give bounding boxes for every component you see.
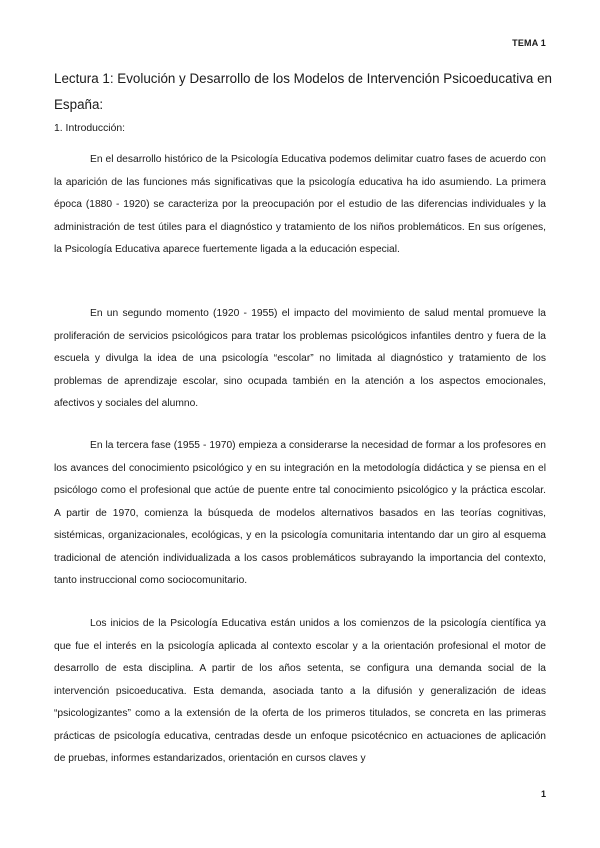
paragraph-2: En un segundo momento (1920 - 1955) el impacto del movimiento de salud mental promueve la proliferación de servicios psicológicos para tratar los problemas psicológicos infantiles dentro y fuera de la escuela y divulga la idea de una psicología “escolar” no limitada al diagnóstico y tratamiento de los problemas de aprendizaje escolar, sino ocupada también en la atención a los aspectos emocionales, afectivos y sociales del alumno. (54, 308, 546, 409)
paragraph-4: Los inicios de la Psicología Educativa están unidos a los comienzos de la psicología científica ya que fue el interés en la psicología aplicada al contexto escolar y a la orientación profesional el motor de desarrollo de esta disciplina. A partir de los años setenta, se configura una demanda social de la intervención psicoeducativa. Esta demanda, asociada tanto a la difusión y generalización de ideas “psicologizantes” como a la extensión de la oferta de los primeros titulados, se concreta en las primeras prácticas de psicología educativa, centradas desde un enfoque psicotécnico en actuaciones de aplicación de pruebas, informes estandarizados, orientación en cursos claves y (54, 618, 546, 764)
paragraph-1: En el desarrollo histórico de la Psicología Educativa podemos delimitar cuatro fases de acuerdo con la aparición de las funciones más significativas que la psicología educativa ha ido asumiendo. La primera época (1880 - 1920) se caracteriza por la preocupación por el estudio de las diferencias individuales y la administración de test útiles para el diagnóstico y tratamiento de los niños problemáticos. En sus orígenes, la Psicología Educativa aparece fuertemente ligada a la educación especial. (54, 154, 546, 255)
section-heading: 1. Introducción: (54, 123, 126, 134)
page-title: Lectura 1: Evolución y Desarrollo de los Modelos de Intervención Psicoeducativa en España: (54, 71, 552, 112)
page-number: 1 (540, 789, 546, 799)
header-tema: TEMA 1 (512, 38, 546, 48)
paragraph-3: En la tercera fase (1955 - 1970) empieza a considerarse la necesidad de formar a los profesores en los avances del conocimiento psicológico y en su integración en la metodología didáctica y se piensa en el psicólogo como el profesional que actúe de puente entre tal conocimiento psicológico y la práctica escolar. A partir de 1970, comienza la búsqueda de modelos alternativos basados en las teorías cognitivas, sistémicas, organizacionales, ecológicas, y en la psicología comunitaria intentando dar un giro al esquema tradicional de atención individualizada a los casos problemáticos subrayando la importancia del contexto, tanto instruccional como sociocomunitario. (54, 440, 546, 586)
